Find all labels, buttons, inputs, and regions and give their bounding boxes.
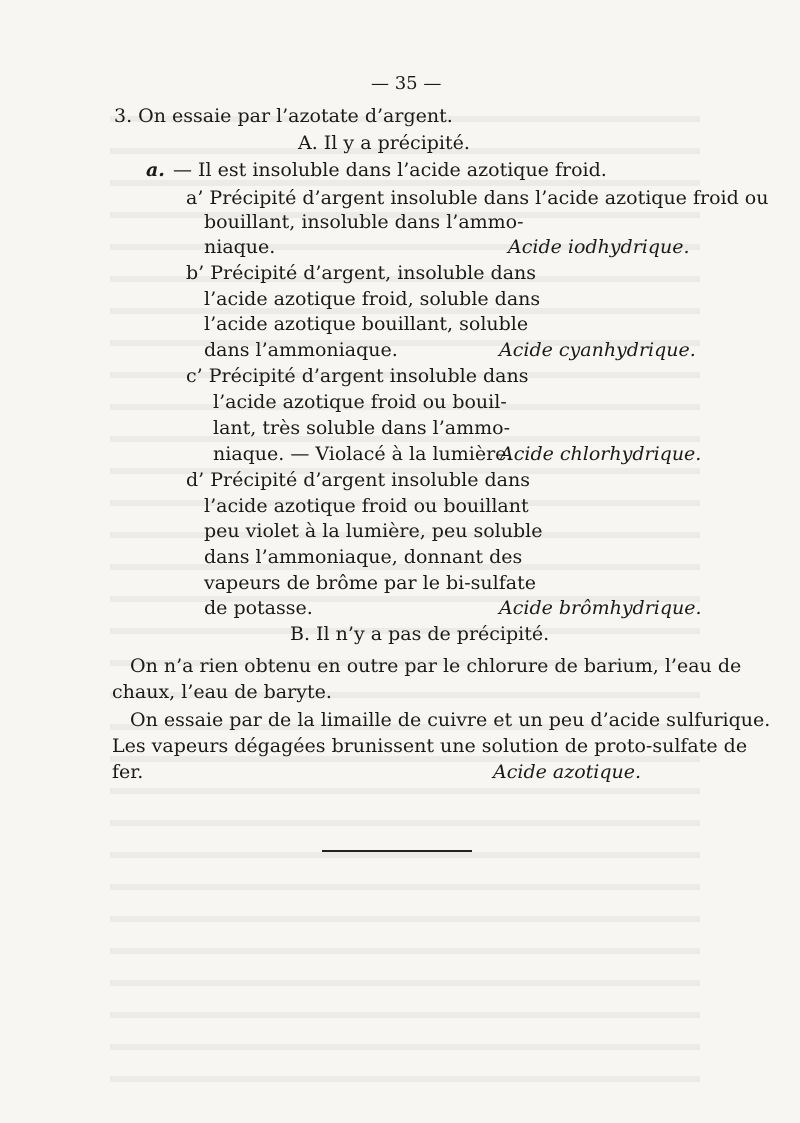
item-c-line-4: niaque. — Violacé à la lumière. (213, 443, 513, 465)
paragraph-2-line-3: fer. (112, 761, 144, 783)
case-a-label: a. (146, 159, 165, 181)
item-b-line-2: l’acide azotique froid, soluble dans (204, 288, 541, 310)
result-cyanhydrique: Acide cyanhydrique. (499, 339, 696, 361)
result-chlorhydrique: Acide chlorhydrique. (500, 443, 702, 465)
item-d-line-3: peu violet à la lumière, peu soluble (204, 520, 543, 542)
item-b-line-4: dans l’ammoniaque. (204, 339, 398, 361)
case-a-heading: A. Il y a précipité. (298, 132, 470, 154)
item-a-line-2: bouillant, insoluble dans l’ammo- (204, 211, 524, 233)
paragraph-2-line-1: On essaie par de la limaille de cuivre et un peu d’acide sulfurique. (130, 709, 771, 731)
paragraph-1-line-2: chaux, l’eau de baryte. (112, 681, 332, 703)
item-c-line-3: lant, très soluble dans l’ammo- (213, 417, 510, 439)
item-c-line-2: l’acide azotique froid ou bouil- (213, 391, 507, 413)
item-d-line-1: d’ Précipité d’argent insoluble dans (186, 469, 530, 491)
paragraph-2-line-2: Les vapeurs dégagées brunissent une solution de proto-sulfate de (112, 735, 748, 757)
item-a-line-1: a’ Précipité d’argent insoluble dans l’acide azotique froid ou (186, 187, 769, 209)
result-bromhydrique: Acide brômhydrique. (499, 597, 702, 619)
result-azotique: Acide azotique. (493, 761, 642, 783)
item-d-line-5: vapeurs de brôme par le bi-sulfate (204, 572, 536, 594)
item-b-line-3: l’acide azotique bouillant, soluble (204, 313, 529, 335)
item-d-line-6: de potasse. (204, 597, 313, 619)
section-3-heading: 3. On essaie par l’azotate d’argent. (114, 105, 453, 127)
item-d-line-4: dans l’ammoniaque, donnant des (204, 546, 523, 568)
item-c-line-1: c’ Précipité d’argent insoluble dans (186, 365, 529, 387)
case-a-text: — Il est insoluble dans l’acide azotique froid. (173, 159, 607, 181)
paragraph-1-line-1: On n’a rien obtenu en outre par le chlorure de barium, l’eau de (130, 655, 742, 677)
result-iodhydrique: Acide iodhydrique. (508, 236, 690, 258)
section-divider (322, 850, 472, 852)
item-d-line-2: l’acide azotique froid ou bouillant (204, 495, 529, 517)
item-a-line-3: niaque. (204, 236, 276, 258)
item-b-line-1: b’ Précipité d’argent, insoluble dans (186, 262, 537, 284)
page-number: — 35 — (371, 73, 442, 94)
case-b-heading: B. Il n’y a pas de précipité. (290, 623, 550, 645)
